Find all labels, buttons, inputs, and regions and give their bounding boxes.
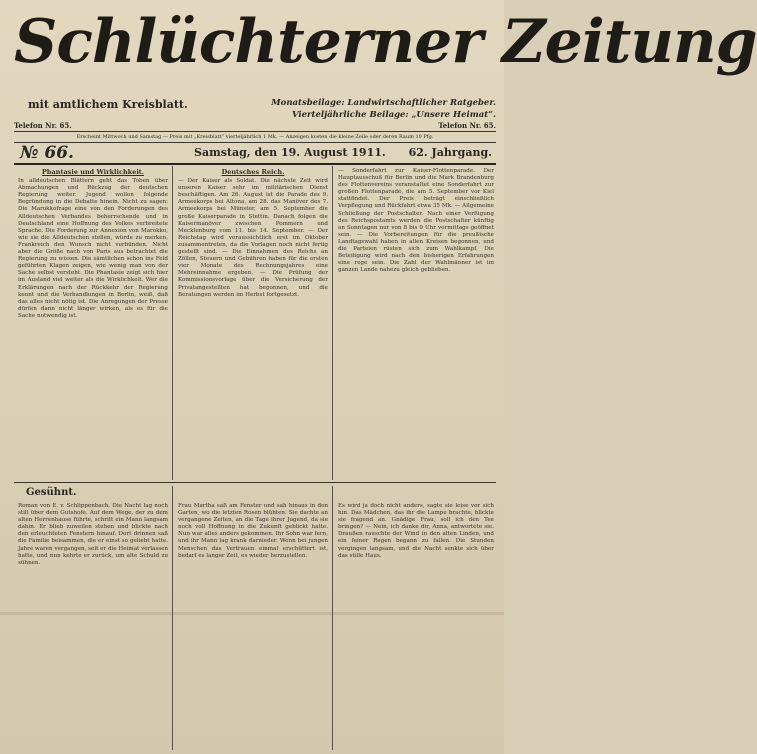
issue-date: Samstag, den 19. August 1911. [194, 146, 386, 159]
column-divider [172, 486, 173, 750]
column-divider [332, 166, 333, 480]
article-text: — Der Kaiser als Soldat. Die nächste Zeit wird unseren Kaiser sehr im militärischen Dienst beschäftigen. Am 26. August ist die Parade des 9. Armeekorps bei Altona, am 28. das Manöver des 7. Armeekorps bei Münster, am 5. September die große Kaiserparade in Stettin. Danach folgen die Kaisermanöver zwischen Pommern und Mecklenburg vom 11. bis 14. September. — Der Reichstag wird voraussichtlich erst im Oktober zusammentreten, da die Vorlagen noch nicht fertig gestellt sind. — Die Einnahmen des Reichs an Zöllen, Steuern und Gebühren haben für die ersten vier Monate des Rechnungsjahres eine Mehreinnahme ergeben. — Die Prüfung der Kommissionsvorlage über die Versicherung der Privatangestellten hat begonnen, und die Beratungen werden im Herbst fortgesetzt. [178, 178, 328, 298]
supplements-note: Monatsbeilage: Landwirtschaftlicher Ratgeber. Vierteljährliche Beilage: „Unsere Heimat“. [271, 98, 496, 120]
paper-fold [0, 612, 504, 615]
column-divider [332, 486, 333, 750]
feuilleton-column-2: Frau Martha saß am Fenster und sah hinaus in den Garten, wo die letzten Rosen blühten. Sie dachte an vergangene Zeiten, an die Tage ihrer Jugend, da sie noch voll Hoffnung in die Zukunft geblickt hatte. Nun war alles anders gekommen. Ihr Sohn war fern, und ihr Mann lag krank darnieder. Wenn bei jungen Menschen das Vertrauen einmal erschüttert ist, bedarf es langer Zeit, es wieder herzustellen. [178, 503, 328, 559]
publication-info-line: Erscheint Mittwoch und Samstag — Preis mit „Kreisblatt“ vierteljährlich 1 Mk. — Anzeigen kosten die kleine Zeile oder deren Raum 10 Pfg. [14, 131, 496, 143]
phone-right: Telefon Nr. 65. [438, 121, 496, 130]
article-heading: Phantasie und Wirklichkeit. [41, 168, 145, 176]
subtitle-kreisblatt: mit amtlichem Kreisblatt. [28, 98, 188, 111]
phone-left: Telefon Nr. 65. [14, 121, 72, 130]
issue-year: 62. Jahrgang. [408, 146, 492, 159]
issue-bar [14, 143, 496, 165]
article-column-3 [338, 168, 494, 478]
article-text: — Sonderfahrt zur Kaiser-Flottenparade. Der Hauptausschuß für Berlin und die Mark Brandenburg des Flottenvereins veranstaltet eine Sonderfahrt zur großen Flottenparade, die am 5. September vor Kiel stattfindet. Der Preis beträgt einschließlich Verpflegung und Rückfahrt etwa 35 Mk. — Allgemeine Schließung der Postschalter. Nach einer Verfügung des Reichspostamts werden die Postschalter künftig an Sonntagen nur von 8 bis 9 Uhr vormittags geöffnet sein. — Die Vorbereitungen für die preußische Landtagswahl haben in allen Kreisen begonnen, und die Parteien rüsten sich zum Wahlkampf. Die Beteiligung wird nach den bisherigen Erfahrungen eine rege sein. Die Zahl der Wahlmänner ist im ganzen Lande nahezu gleich geblieben. [338, 168, 494, 274]
feuilleton-column-1: Roman von E. v. Schlippenbach. Die Nacht lag noch still über dem Gutshofe. Auf dem Wege, der zu dem alten Herrenhause führte, schritt ein Mann langsam dahin. Er blieb zuweilen stehen und blickte nach den erleuchteten Fenstern hinauf. Dort drinnen saß die Familie beisammen, die er einst so geliebt hatte. Jahre waren vergangen, seit er die Heimat verlassen hatte, und nun kehrte er zurück, um alte Schuld zu sühnen. [18, 503, 168, 566]
article-text: In alldeutschen Blättern geht das Toben über Abmachungen und Rückzug der deutschen Regierung weiter. Jugend wollen folgende Begründung in die Debatte hinein. Nicht zu sagen: Die Marokkofrage eine von den Forderungen des Alldeutschen Verbandes beherrschende und in Deutschland eine Hoffnung des Volkes verbreitete Sprache. Die Forderung zur Annexion von Marokko, wie sie die Alldeutschen stellen, würde zu merken, Frankreich den Wunsch nicht verbünden. Nicht aber die Größe nach von Paris aus betrachtet die Regierung zu wissen. Die sämtlichen schon ins Feld geführten Klagen zeigen, wie wenig man von der Sache selbst versteht. Die Phantasie zeigt sich hier im Ausland viel weiter als die Wirklichkeit. Wer die Erklärungen nach der Rückkehr der Regierung kennt und die Verhandlungen in Berlin, weiß, daß das alles nicht nötig ist. Die Anregungen der Presse dürfen dann nicht länger wirken, als es für die Sache notwendig ist. [18, 178, 168, 319]
masthead [0, 0, 757, 120]
feuilleton-column-3: Es wird ja doch nicht anders, sagte sie leise vor sich hin. Das Mädchen, das ihr die Lampe brachte, blickte sie fragend an. Gnädige Frau, soll ich den Tee bringen? — Nein, ich danke dir, Anna, antwortete sie. Draußen rauschte der Wind in den alten Linden, und ein feiner Regen begann zu fallen. Die Stunden vergingen langsam, und die Nacht senkte sich über das stille Haus. [338, 503, 494, 559]
issue-number: № 66. [20, 143, 74, 163]
feuilleton-heading: Gesühnt. [26, 487, 77, 498]
newspaper-title: Schlüchterner Zeitung [14, 7, 757, 77]
article-column-2 [178, 168, 328, 480]
article-column-1 [18, 168, 168, 480]
section-heading: Deutsches Reich. [221, 168, 285, 176]
column-divider [172, 166, 173, 480]
feuilleton-divider [14, 482, 496, 483]
